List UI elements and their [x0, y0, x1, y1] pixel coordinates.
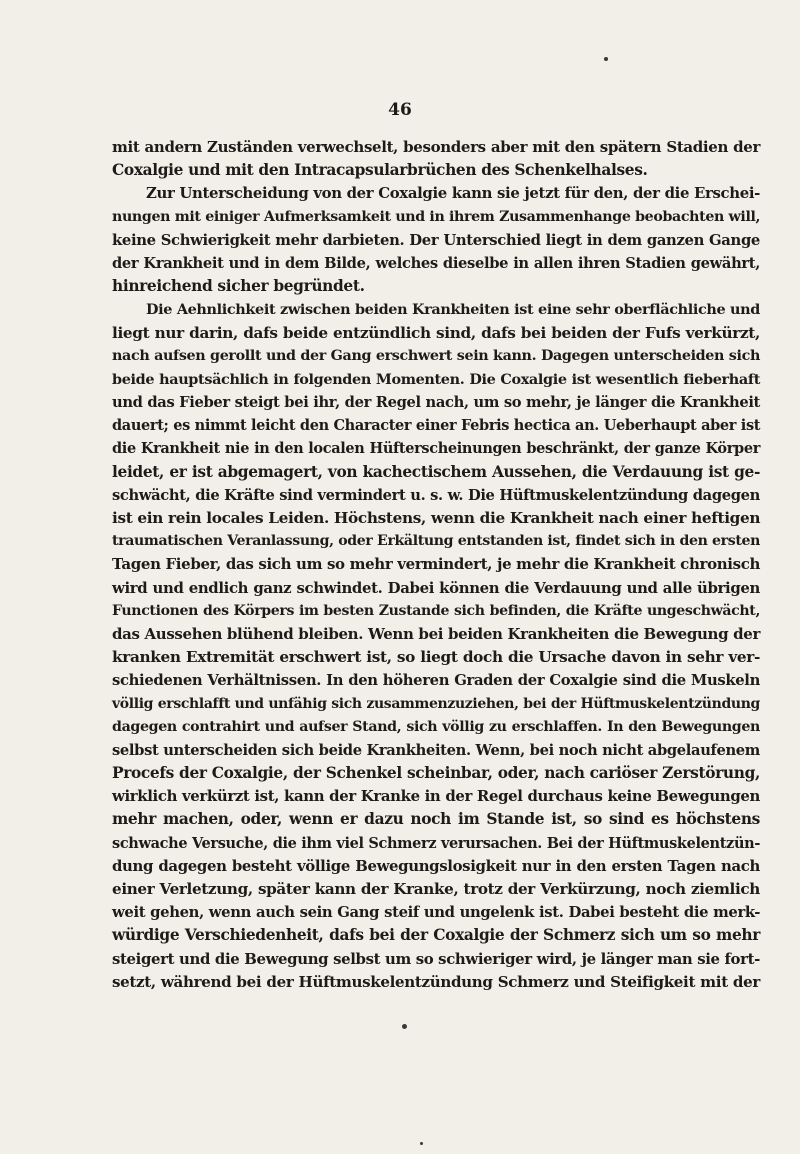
text-line: selbst unterscheiden sich beide Krankheiten. Wenn, bei noch nicht abgelaufenem: [112, 741, 760, 759]
text-line: steigert und die Bewegung selbst um so schwieriger wird, je länger man sie fort-: [112, 949, 760, 968]
text-line: wird und endlich ganz schwindet. Dabei können die Verdauung und alle übrigen: [112, 578, 760, 597]
text-line: würdige Verschiedenheit, dafs bei der Coxalgie der Schmerz sich um so mehr: [112, 926, 760, 945]
text-line: schwache Versuche, die ihm viel Schmerz verursachen. Bei der Hüftmuskelentzün-: [112, 834, 760, 852]
text-line: dagegen contrahirt und aufser Stand, sich völlig zu erschlaffen. In den Bewegungen: [112, 718, 760, 735]
text-line: ist ein rein locales Leiden. Höchstens, wenn die Krankheit nach einer heftigen: [112, 509, 761, 527]
text-line: wirklich verkürzt ist, kann der Kranke in der Regel durchaus keine Bewegungen: [112, 787, 760, 806]
text-line: beide hauptsächlich in folgenden Momenten. Die Coxalgie ist wesentlich fieberhaft: [112, 370, 760, 388]
text-line: einer Verletzung, später kann der Kranke, trotz der Verkürzung, noch ziemlich: [112, 880, 760, 898]
ink-speck: [420, 1142, 423, 1145]
text-line: weit gehen, wenn auch sein Gang steif und ungelenk ist. Dabei besteht die merk-: [112, 904, 760, 922]
text-line: schiedenen Verhältnissen. In den höheren Graden der Coxalgie sind die Muskeln: [112, 672, 760, 690]
text-line: nungen mit einiger Aufmerksamkeit und in ihrem Zusammenhange beobachten will,: [112, 208, 761, 225]
ink-speck: [402, 1024, 407, 1029]
body-text: [112, 136, 760, 994]
text-line: Functionen des Körpers im besten Zustande sich befinden, die Kräfte ungeschwächt,: [112, 602, 760, 619]
text-line: mehr machen, oder, wenn er dazu noch im Stande ist, so sind es höchstens: [112, 810, 760, 829]
text-line: nach aufsen gerollt und der Gang erschwert sein kann. Dagegen unterscheiden sich: [112, 347, 760, 364]
text-line: völlig erschlafft und unfähig sich zusammenzuziehen, bei der Hüftmuskelentzündung: [112, 695, 760, 712]
text-line: traumatischen Veranlassung, oder Erkältung entstanden ist, findet sich in den ersten: [112, 533, 760, 550]
text-line: schwächt, die Kräfte sind vermindert u. s. w. Die Hüftmuskelentzündung dagegen: [112, 486, 760, 504]
text-line: Coxalgie und mit den Intracapsularbrüchen des Schenkelhalses.: [112, 161, 648, 180]
text-line: dauert; es nimmt leicht den Character einer Febris hectica an. Ueberhaupt aber ist: [112, 417, 761, 435]
text-line: das Aussehen blühend bleiben. Wenn bei beiden Krankheiten die Bewegung der: [112, 624, 760, 643]
ink-speck: [604, 57, 608, 61]
text-line: liegt nur darin, dafs beide entzündlich sind, dafs bei beiden der Fufs verkürzt,: [112, 323, 760, 342]
text-line: Procefs der Coxalgie, der Schenkel scheinbar, oder, nach cariöser Zerstörung,: [112, 764, 760, 783]
text-line: und das Fieber steigt bei ihr, der Regel nach, um so mehr, je länger die Krankheit: [112, 394, 760, 412]
text-line: hinreichend sicher begründet.: [112, 277, 365, 296]
text-line: mit andern Zuständen verwechselt, besonders aber mit den spätern Stadien der: [112, 138, 760, 156]
page-number: 46: [388, 100, 412, 120]
text-line: Zur Unterscheidung von der Coxalgie kann sie jetzt für den, der die Erschei-: [146, 184, 760, 203]
text-line: dung dagegen besteht völlige Bewegungslosigkeit nur in den ersten Tagen nach: [112, 856, 760, 875]
text-line: die Krankheit nie in den localen Hüfterscheinungen beschränkt, der ganze Körper: [112, 440, 760, 458]
text-line: setzt, während bei der Hüftmuskelentzündung Schmerz und Steifigkeit mit der: [112, 972, 760, 991]
text-line: Die Aehnlichkeit zwischen beiden Krankheiten ist eine sehr oberflächliche und: [146, 301, 760, 319]
text-line: der Krankheit und in dem Bilde, welches dieselbe in allen ihren Stadien gewährt,: [112, 254, 760, 272]
text-line: keine Schwierigkeit mehr darbieten. Der Unterschied liegt in dem ganzen Gange: [112, 231, 760, 249]
text-line: Tagen Fieber, das sich um so mehr vermindert, je mehr die Krankheit chronisch: [112, 555, 761, 574]
text-line: leidet, er ist abgemagert, von kachectischem Aussehen, die Verdauung ist ge-: [112, 462, 760, 481]
text-line: kranken Extremität erschwert ist, so liegt doch die Ursache davon in sehr ver-: [112, 648, 760, 667]
